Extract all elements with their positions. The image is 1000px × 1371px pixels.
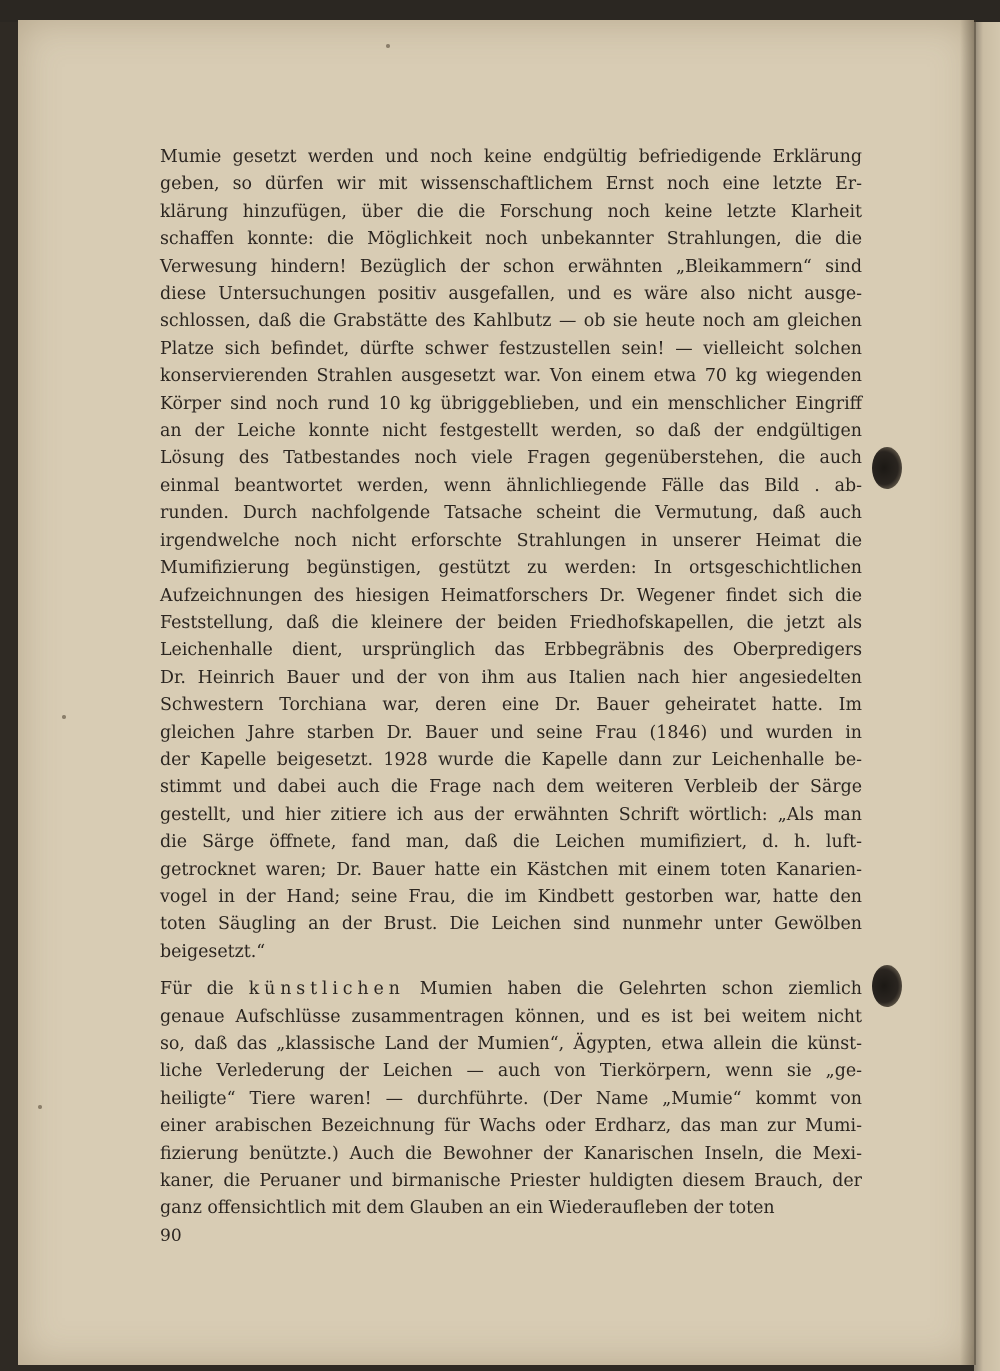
- text-line: liche Verlederung der Leichen — auch von Tierkörpern, wenn sie „ge-: [160, 1061, 862, 1082]
- paragraph-2-lines: [160, 1007, 862, 1219]
- text-line: Lösung des Tatbestandes noch viele Fragen gegenüberstehen, die auch: [160, 448, 862, 469]
- paragraph-2-suffix: Mumien haben die Gelehrten schon ziemlich: [404, 979, 863, 1000]
- text-line: der Kapelle beigesetzt. 1928 wurde die Kapelle dann zur Leichenhalle be-: [160, 749, 862, 770]
- punch-hole-lower: [872, 965, 902, 1007]
- body-text: [160, 144, 862, 1223]
- paragraph-2-prefix: Für die: [160, 979, 249, 1000]
- text-line: Mumifizierung begünstigen, gestützt zu werden: In ortsgeschichtlichen: [160, 558, 862, 579]
- text-line: beigesetzt.“: [160, 941, 266, 962]
- text-line: schaffen konnte: die Möglichkeit noch unbekannter Strahlungen, die die: [160, 229, 862, 250]
- paper-speck: [38, 1105, 42, 1109]
- text-line: an der Leiche konnte nicht festgestellt werden, so daß der endgültigen: [160, 421, 862, 442]
- paragraph-1: [160, 144, 862, 966]
- text-line: vogel in der Hand; seine Frau, die im Kindbett gestorben war, hatte den: [160, 886, 862, 907]
- text-line: einer arabischen Bezeichnung für Wachs oder Erdharz, das man zur Mumi-: [160, 1116, 862, 1137]
- text-line: fizierung benützte.) Auch die Bewohner der Kanarischen Inseln, die Mexi-: [160, 1143, 862, 1164]
- text-line: schlossen, daß die Grabstätte des Kahlbutz — ob sie heute noch am gleichen: [160, 311, 862, 332]
- text-line: Dr. Heinrich Bauer und der von ihm aus Italien nach hier angesiedelten: [160, 667, 862, 688]
- text-line: Aufzeichnungen des hiesigen Heimatforschers Dr. Wegener findet sich die: [160, 585, 862, 606]
- text-line: Körper sind noch rund 10 kg übriggeblieben, und ein menschlicher Eingriff: [160, 393, 862, 414]
- text-line: geben, so dürfen wir mit wissenschaftlichem Ernst noch eine letzte Er-: [160, 174, 862, 195]
- punch-hole-upper: [872, 447, 902, 489]
- text-line: ganz offensichtlich mit dem Glauben an ein Wiederaufleben der toten: [160, 1198, 775, 1219]
- text-line: diese Untersuchungen positiv ausgefallen, und es wäre also nicht ausge-: [160, 284, 862, 305]
- paper-speck: [62, 715, 66, 719]
- text-line: die Särge öffnete, fand man, daß die Leichen mumifiziert, d. h. luft-: [160, 832, 862, 853]
- text-line: so, daß das „klassische Land der Mumien“, Ägypten, etwa allein die künst-: [160, 1034, 862, 1054]
- text-line: Schwestern Torchiana war, deren eine Dr. Bauer geheiratet hatte. Im: [160, 695, 862, 716]
- text-line: runden. Durch nachfolgende Tatsache scheint die Vermutung, daß auch: [160, 503, 862, 524]
- text-line: einmal beantwortet werden, wenn ähnlichliegende Fälle das Bild . ab-: [160, 475, 862, 496]
- paper-speck: [386, 44, 390, 48]
- text-line: klärung hinzufügen, über die die Forschung noch keine letzte Klarheit: [160, 201, 862, 222]
- text-line: getrocknet waren; Dr. Bauer hatte ein Kästchen mit einem toten Kanarien-: [160, 859, 862, 880]
- text-line: Feststellung, daß die kleinere der beiden Friedhofskapellen, die jetzt als: [160, 612, 862, 633]
- emphasized-word: künstlichen: [248, 979, 405, 1000]
- text-line: konservierenden Strahlen ausgesetzt war. Von einem etwa 70 kg wiegenden: [160, 366, 862, 387]
- next-page-edge: [974, 22, 1000, 1371]
- text-line: toten Säugling an der Brust. Die Leichen sind nunmehr unter Gewölben: [160, 914, 862, 935]
- text-line: stimmt und dabei auch die Frage nach dem weiteren Verbleib der Särge: [160, 777, 862, 798]
- text-line: Mumie gesetzt werden und noch keine endgültig befriedigende Erklärung: [160, 147, 862, 167]
- scan-background-top: [0, 0, 1000, 22]
- text-line: Platze sich befindet, dürfte schwer festzustellen sein! — vielleicht solchen: [160, 338, 862, 359]
- text-line: kaner, die Peruaner und birmanische Priester huldigten diesem Brauch, der: [160, 1171, 862, 1192]
- text-line: Verwesung hindern! Bezüglich der schon erwähnten „Bleikammern“ sind: [160, 256, 862, 277]
- text-line: gestellt, und hier zitiere ich aus der erwähnten Schrift wörtlich: „Als man: [160, 804, 862, 825]
- paragraph-2: [160, 976, 862, 1223]
- gutter-shadow: [960, 20, 976, 1365]
- text-line: genaue Aufschlüsse zusammentragen können, und es ist bei weitem nicht: [160, 1006, 862, 1027]
- text-line: Leichenhalle dient, ursprünglich das Erbbegräbnis des Oberpredigers: [160, 640, 862, 661]
- page-number: 90: [160, 1226, 182, 1246]
- text-line: heiligte“ Tiere waren! — durchführte. (Der Name „Mumie“ kommt von: [160, 1088, 862, 1109]
- text-line: gleichen Jahre starben Dr. Bauer und seine Frau (1846) und wurden in: [160, 722, 862, 743]
- text-line: irgendwelche noch nicht erforschte Strahlungen in unserer Heimat die: [160, 530, 862, 551]
